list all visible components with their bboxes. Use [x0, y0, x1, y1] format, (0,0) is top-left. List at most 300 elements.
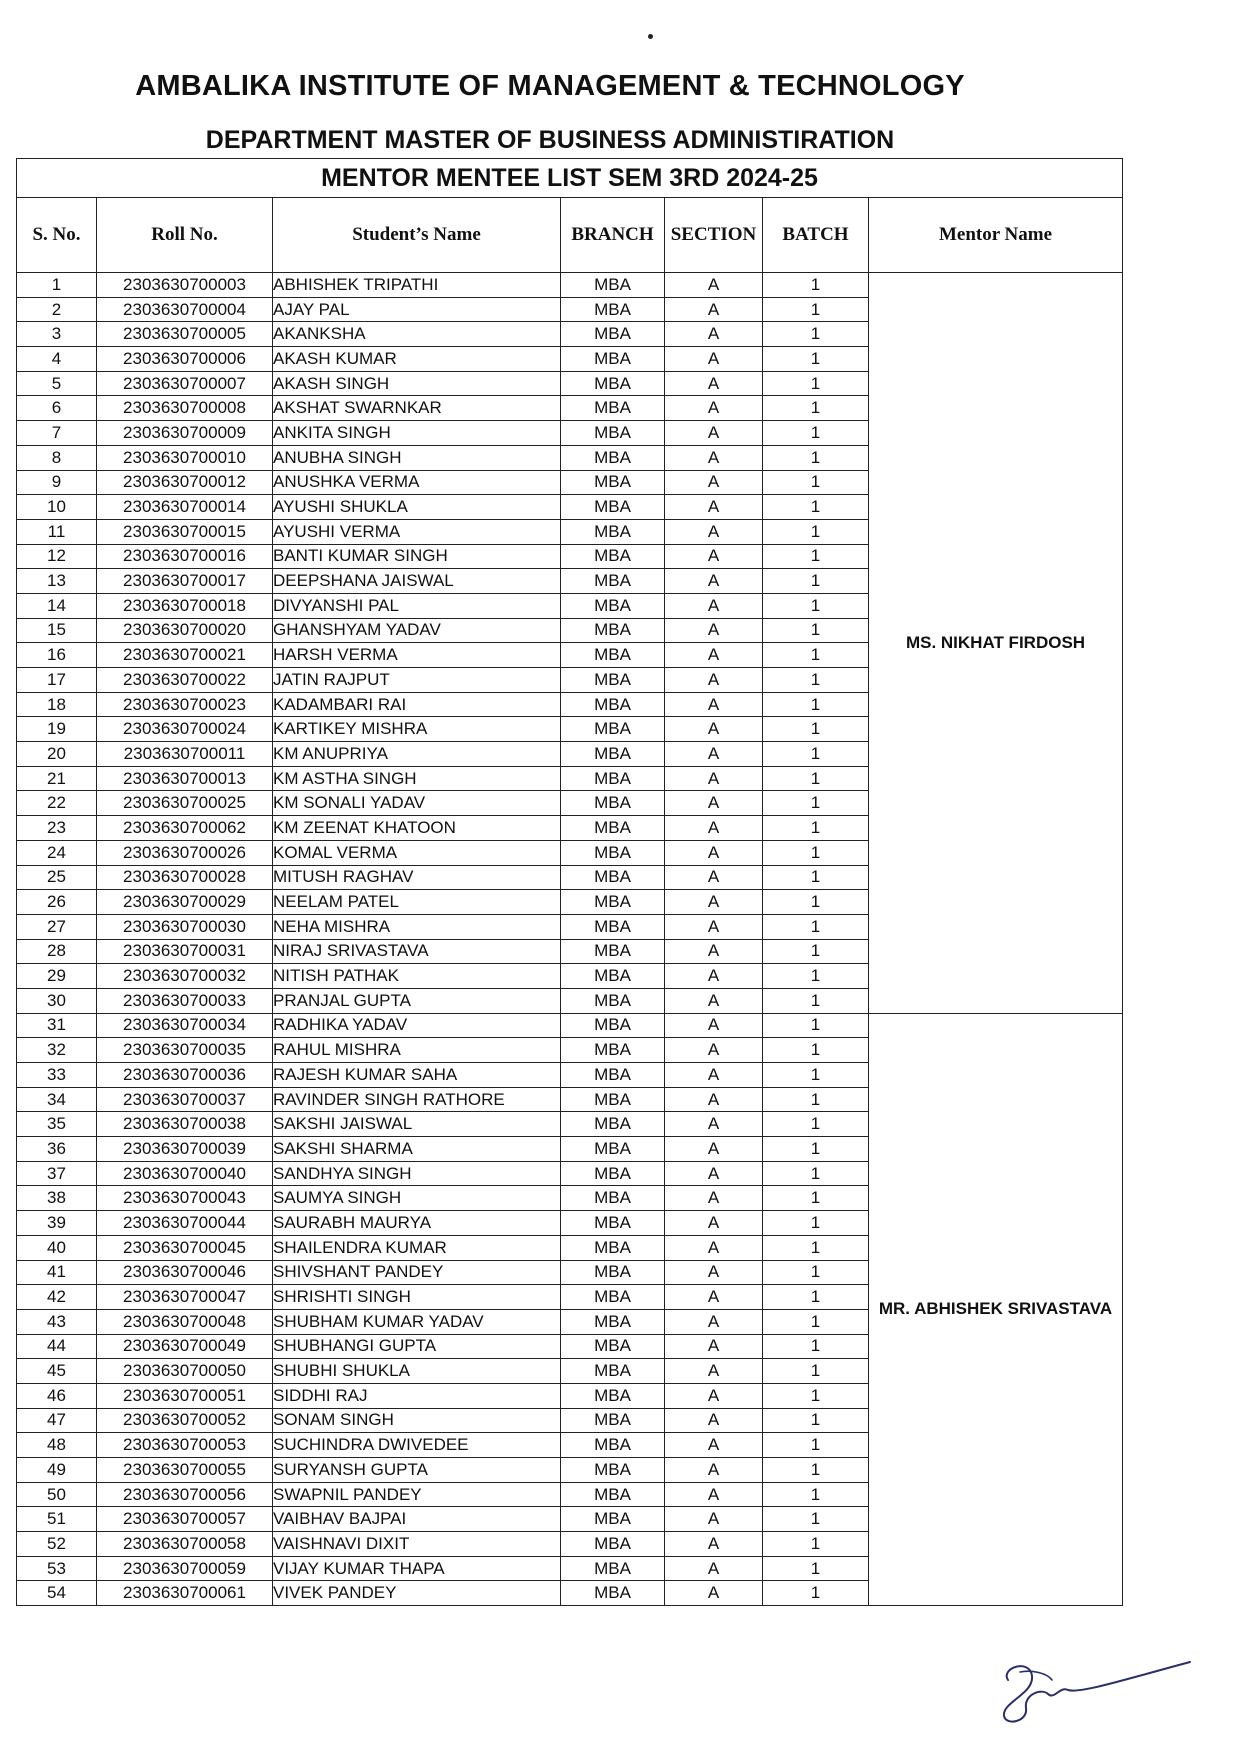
batch-cell: 1: [763, 1285, 869, 1310]
student-name-cell: SWAPNIL PANDEY: [273, 1482, 561, 1507]
serial-cell: 1: [17, 273, 97, 298]
serial-cell: 36: [17, 1137, 97, 1162]
serial-cell: 15: [17, 618, 97, 643]
mentor-name-cell: MR. ABHISHEK SRIVASTAVA: [869, 1013, 1123, 1606]
serial-cell: 51: [17, 1507, 97, 1532]
batch-cell: 1: [763, 1433, 869, 1458]
branch-cell: MBA: [561, 1013, 665, 1038]
batch-cell: 1: [763, 890, 869, 915]
serial-cell: 21: [17, 766, 97, 791]
branch-cell: MBA: [561, 1161, 665, 1186]
scan-speck: [648, 34, 653, 39]
section-cell: A: [665, 1581, 763, 1606]
column-header-mentor: Mentor Name: [869, 198, 1123, 273]
batch-cell: 1: [763, 1260, 869, 1285]
section-cell: A: [665, 742, 763, 767]
batch-cell: 1: [763, 1383, 869, 1408]
batch-cell: 1: [763, 1161, 869, 1186]
roll-cell: 2303630700062: [97, 816, 273, 841]
section-cell: A: [665, 569, 763, 594]
section-cell: A: [665, 544, 763, 569]
section-cell: A: [665, 890, 763, 915]
column-header-roll: Roll No.: [97, 198, 273, 273]
student-name-cell: KOMAL VERMA: [273, 840, 561, 865]
roll-cell: 2303630700058: [97, 1532, 273, 1557]
batch-cell: 1: [763, 1532, 869, 1557]
batch-cell: 1: [763, 1507, 869, 1532]
section-cell: A: [665, 1359, 763, 1384]
serial-cell: 30: [17, 988, 97, 1013]
roll-cell: 2303630700004: [97, 297, 273, 322]
column-header-name: Student’s Name: [273, 198, 561, 273]
section-cell: A: [665, 1458, 763, 1483]
section-cell: A: [665, 1038, 763, 1063]
roll-cell: 2303630700039: [97, 1137, 273, 1162]
branch-cell: MBA: [561, 1211, 665, 1236]
branch-cell: MBA: [561, 371, 665, 396]
branch-cell: MBA: [561, 593, 665, 618]
serial-cell: 48: [17, 1433, 97, 1458]
batch-cell: 1: [763, 964, 869, 989]
roll-cell: 2303630700046: [97, 1260, 273, 1285]
serial-cell: 29: [17, 964, 97, 989]
branch-cell: MBA: [561, 668, 665, 693]
student-name-cell: KM ZEENAT KHATOON: [273, 816, 561, 841]
section-cell: A: [665, 840, 763, 865]
branch-cell: MBA: [561, 1309, 665, 1334]
institute-title: AMBALIKA INSTITUTE OF MANAGEMENT & TECHNOLOGY: [135, 70, 965, 102]
batch-cell: 1: [763, 1359, 869, 1384]
table-row: [17, 1013, 1123, 1038]
batch-cell: 1: [763, 717, 869, 742]
roll-cell: 2303630700024: [97, 717, 273, 742]
section-cell: A: [665, 1013, 763, 1038]
serial-cell: 16: [17, 643, 97, 668]
serial-cell: 14: [17, 593, 97, 618]
mentor-mentee-table: [16, 158, 1123, 1606]
student-name-cell: ABHISHEK TRIPATHI: [273, 273, 561, 298]
branch-cell: MBA: [561, 964, 665, 989]
roll-cell: 2303630700029: [97, 890, 273, 915]
roll-cell: 2303630700056: [97, 1482, 273, 1507]
batch-cell: 1: [763, 569, 869, 594]
section-cell: A: [665, 297, 763, 322]
column-header-branch: BRANCH: [561, 198, 665, 273]
roll-cell: 2303630700025: [97, 791, 273, 816]
student-name-cell: SAUMYA SINGH: [273, 1186, 561, 1211]
section-cell: A: [665, 1161, 763, 1186]
roll-cell: 2303630700012: [97, 470, 273, 495]
batch-cell: 1: [763, 865, 869, 890]
serial-cell: 17: [17, 668, 97, 693]
serial-cell: 28: [17, 939, 97, 964]
roll-cell: 2303630700030: [97, 914, 273, 939]
section-cell: A: [665, 1433, 763, 1458]
batch-cell: 1: [763, 1581, 869, 1606]
student-name-cell: AKASH SINGH: [273, 371, 561, 396]
serial-cell: 47: [17, 1408, 97, 1433]
branch-cell: MBA: [561, 1235, 665, 1260]
serial-cell: 33: [17, 1063, 97, 1088]
serial-cell: 50: [17, 1482, 97, 1507]
section-cell: A: [665, 865, 763, 890]
batch-cell: 1: [763, 273, 869, 298]
section-cell: A: [665, 1532, 763, 1557]
branch-cell: MBA: [561, 914, 665, 939]
batch-cell: 1: [763, 1334, 869, 1359]
section-cell: A: [665, 988, 763, 1013]
branch-cell: MBA: [561, 840, 665, 865]
section-cell: A: [665, 421, 763, 446]
serial-cell: 38: [17, 1186, 97, 1211]
roll-cell: 2303630700020: [97, 618, 273, 643]
student-name-cell: VIVEK PANDEY: [273, 1581, 561, 1606]
student-name-cell: SHRISHTI SINGH: [273, 1285, 561, 1310]
student-name-cell: ANKITA SINGH: [273, 421, 561, 446]
branch-cell: MBA: [561, 396, 665, 421]
student-name-cell: JATIN RAJPUT: [273, 668, 561, 693]
serial-cell: 3: [17, 322, 97, 347]
roll-cell: 2303630700036: [97, 1063, 273, 1088]
roll-cell: 2303630700017: [97, 569, 273, 594]
student-name-cell: KM ANUPRIYA: [273, 742, 561, 767]
roll-cell: 2303630700026: [97, 840, 273, 865]
branch-cell: MBA: [561, 1359, 665, 1384]
student-name-cell: SHIVSHANT PANDEY: [273, 1260, 561, 1285]
section-cell: A: [665, 519, 763, 544]
branch-cell: MBA: [561, 1285, 665, 1310]
serial-cell: 19: [17, 717, 97, 742]
section-cell: A: [665, 273, 763, 298]
student-name-cell: SANDHYA SINGH: [273, 1161, 561, 1186]
serial-cell: 9: [17, 470, 97, 495]
branch-cell: MBA: [561, 717, 665, 742]
student-name-cell: NIRAJ SRIVASTAVA: [273, 939, 561, 964]
roll-cell: 2303630700057: [97, 1507, 273, 1532]
student-name-cell: SIDDHI RAJ: [273, 1383, 561, 1408]
student-name-cell: SAKSHI JAISWAL: [273, 1112, 561, 1137]
column-header-sno: S. No.: [17, 198, 97, 273]
student-name-cell: BANTI KUMAR SINGH: [273, 544, 561, 569]
section-cell: A: [665, 371, 763, 396]
serial-cell: 46: [17, 1383, 97, 1408]
batch-cell: 1: [763, 347, 869, 372]
batch-cell: 1: [763, 1211, 869, 1236]
roll-cell: 2303630700007: [97, 371, 273, 396]
roll-cell: 2303630700016: [97, 544, 273, 569]
serial-cell: 42: [17, 1285, 97, 1310]
serial-cell: 4: [17, 347, 97, 372]
student-name-cell: KM ASTHA SINGH: [273, 766, 561, 791]
section-cell: A: [665, 593, 763, 618]
section-cell: A: [665, 1556, 763, 1581]
branch-cell: MBA: [561, 470, 665, 495]
student-name-cell: ANUSHKA VERMA: [273, 470, 561, 495]
batch-cell: 1: [763, 396, 869, 421]
batch-cell: 1: [763, 1482, 869, 1507]
section-cell: A: [665, 1186, 763, 1211]
section-cell: A: [665, 766, 763, 791]
batch-cell: 1: [763, 495, 869, 520]
student-name-cell: SUCHINDRA DWIVEDEE: [273, 1433, 561, 1458]
roll-cell: 2303630700035: [97, 1038, 273, 1063]
branch-cell: MBA: [561, 1063, 665, 1088]
section-cell: A: [665, 914, 763, 939]
roll-cell: 2303630700051: [97, 1383, 273, 1408]
batch-cell: 1: [763, 840, 869, 865]
batch-cell: 1: [763, 1458, 869, 1483]
student-name-cell: VAISHNAVI DIXIT: [273, 1532, 561, 1557]
serial-cell: 35: [17, 1112, 97, 1137]
branch-cell: MBA: [561, 421, 665, 446]
student-name-cell: GHANSHYAM YADAV: [273, 618, 561, 643]
serial-cell: 5: [17, 371, 97, 396]
serial-cell: 31: [17, 1013, 97, 1038]
batch-cell: 1: [763, 1408, 869, 1433]
batch-cell: 1: [763, 1186, 869, 1211]
batch-cell: 1: [763, 445, 869, 470]
section-cell: A: [665, 1235, 763, 1260]
branch-cell: MBA: [561, 890, 665, 915]
serial-cell: 40: [17, 1235, 97, 1260]
roll-cell: 2303630700034: [97, 1013, 273, 1038]
roll-cell: 2303630700015: [97, 519, 273, 544]
roll-cell: 2303630700055: [97, 1458, 273, 1483]
column-header-section: SECTION: [665, 198, 763, 273]
section-cell: A: [665, 643, 763, 668]
roll-cell: 2303630700023: [97, 692, 273, 717]
roll-cell: 2303630700045: [97, 1235, 273, 1260]
section-cell: A: [665, 1507, 763, 1532]
serial-cell: 41: [17, 1260, 97, 1285]
roll-cell: 2303630700059: [97, 1556, 273, 1581]
branch-cell: MBA: [561, 1556, 665, 1581]
section-cell: A: [665, 1285, 763, 1310]
serial-cell: 53: [17, 1556, 97, 1581]
serial-cell: 12: [17, 544, 97, 569]
student-name-cell: DIVYANSHI PAL: [273, 593, 561, 618]
roll-cell: 2303630700049: [97, 1334, 273, 1359]
serial-cell: 2: [17, 297, 97, 322]
branch-cell: MBA: [561, 643, 665, 668]
branch-cell: MBA: [561, 544, 665, 569]
batch-cell: 1: [763, 791, 869, 816]
batch-cell: 1: [763, 1013, 869, 1038]
serial-cell: 27: [17, 914, 97, 939]
batch-cell: 1: [763, 1137, 869, 1162]
roll-cell: 2303630700028: [97, 865, 273, 890]
branch-cell: MBA: [561, 1408, 665, 1433]
serial-cell: 18: [17, 692, 97, 717]
branch-cell: MBA: [561, 445, 665, 470]
section-cell: A: [665, 939, 763, 964]
batch-cell: 1: [763, 1309, 869, 1334]
branch-cell: MBA: [561, 1112, 665, 1137]
roll-cell: 2303630700005: [97, 322, 273, 347]
branch-cell: MBA: [561, 1532, 665, 1557]
student-name-cell: SHUBHI SHUKLA: [273, 1359, 561, 1384]
serial-cell: 24: [17, 840, 97, 865]
branch-cell: MBA: [561, 1581, 665, 1606]
section-cell: A: [665, 347, 763, 372]
table-row: [17, 273, 1123, 298]
serial-cell: 45: [17, 1359, 97, 1384]
branch-cell: MBA: [561, 1087, 665, 1112]
batch-cell: 1: [763, 618, 869, 643]
section-cell: A: [665, 692, 763, 717]
roll-cell: 2303630700006: [97, 347, 273, 372]
batch-cell: 1: [763, 1235, 869, 1260]
branch-cell: MBA: [561, 1137, 665, 1162]
batch-cell: 1: [763, 1112, 869, 1137]
section-cell: A: [665, 964, 763, 989]
section-cell: A: [665, 322, 763, 347]
serial-cell: 34: [17, 1087, 97, 1112]
batch-cell: 1: [763, 1038, 869, 1063]
branch-cell: MBA: [561, 1433, 665, 1458]
batch-cell: 1: [763, 766, 869, 791]
branch-cell: MBA: [561, 988, 665, 1013]
mentor-name-cell: MS. NIKHAT FIRDOSH: [869, 273, 1123, 1014]
student-name-cell: SURYANSH GUPTA: [273, 1458, 561, 1483]
student-name-cell: SAKSHI SHARMA: [273, 1137, 561, 1162]
batch-cell: 1: [763, 519, 869, 544]
section-cell: A: [665, 1211, 763, 1236]
batch-cell: 1: [763, 692, 869, 717]
serial-cell: 22: [17, 791, 97, 816]
section-cell: A: [665, 1482, 763, 1507]
section-cell: A: [665, 1087, 763, 1112]
student-name-cell: AJAY PAL: [273, 297, 561, 322]
branch-cell: MBA: [561, 519, 665, 544]
batch-cell: 1: [763, 544, 869, 569]
student-name-cell: SONAM SINGH: [273, 1408, 561, 1433]
section-cell: A: [665, 1408, 763, 1433]
roll-cell: 2303630700008: [97, 396, 273, 421]
roll-cell: 2303630700013: [97, 766, 273, 791]
roll-cell: 2303630700052: [97, 1408, 273, 1433]
roll-cell: 2303630700010: [97, 445, 273, 470]
branch-cell: MBA: [561, 1507, 665, 1532]
batch-cell: 1: [763, 668, 869, 693]
branch-cell: MBA: [561, 939, 665, 964]
student-name-cell: VIJAY KUMAR THAPA: [273, 1556, 561, 1581]
section-cell: A: [665, 1383, 763, 1408]
section-cell: A: [665, 1260, 763, 1285]
batch-cell: 1: [763, 1063, 869, 1088]
branch-cell: MBA: [561, 692, 665, 717]
roll-cell: 2303630700040: [97, 1161, 273, 1186]
roll-cell: 2303630700014: [97, 495, 273, 520]
serial-cell: 26: [17, 890, 97, 915]
section-cell: A: [665, 618, 763, 643]
student-name-cell: RAHUL MISHRA: [273, 1038, 561, 1063]
section-cell: A: [665, 1137, 763, 1162]
batch-cell: 1: [763, 593, 869, 618]
student-name-cell: RAVINDER SINGH RATHORE: [273, 1087, 561, 1112]
roll-cell: 2303630700048: [97, 1309, 273, 1334]
section-cell: A: [665, 668, 763, 693]
batch-cell: 1: [763, 322, 869, 347]
student-name-cell: NITISH PATHAK: [273, 964, 561, 989]
student-name-cell: NEELAM PATEL: [273, 890, 561, 915]
branch-cell: MBA: [561, 816, 665, 841]
department-title: DEPARTMENT MASTER OF BUSINESS ADMINISTIRATION: [205, 126, 895, 154]
student-name-cell: SHUBHANGI GUPTA: [273, 1334, 561, 1359]
section-cell: A: [665, 791, 763, 816]
branch-cell: MBA: [561, 618, 665, 643]
branch-cell: MBA: [561, 1482, 665, 1507]
serial-cell: 7: [17, 421, 97, 446]
serial-cell: 23: [17, 816, 97, 841]
branch-cell: MBA: [561, 766, 665, 791]
table-caption: MENTOR MENTEE LIST SEM 3RD 2024-25: [17, 159, 1123, 198]
branch-cell: MBA: [561, 322, 665, 347]
roll-cell: 2303630700011: [97, 742, 273, 767]
branch-cell: MBA: [561, 1334, 665, 1359]
roll-cell: 2303630700009: [97, 421, 273, 446]
section-cell: A: [665, 1309, 763, 1334]
batch-cell: 1: [763, 988, 869, 1013]
serial-cell: 52: [17, 1532, 97, 1557]
batch-cell: 1: [763, 297, 869, 322]
roll-cell: 2303630700038: [97, 1112, 273, 1137]
serial-cell: 43: [17, 1309, 97, 1334]
student-name-cell: HARSH VERMA: [273, 643, 561, 668]
serial-cell: 6: [17, 396, 97, 421]
roll-cell: 2303630700044: [97, 1211, 273, 1236]
column-header-batch: BATCH: [763, 198, 869, 273]
branch-cell: MBA: [561, 1038, 665, 1063]
serial-cell: 37: [17, 1161, 97, 1186]
student-name-cell: SHUBHAM KUMAR YADAV: [273, 1309, 561, 1334]
branch-cell: MBA: [561, 865, 665, 890]
batch-cell: 1: [763, 1556, 869, 1581]
batch-cell: 1: [763, 371, 869, 396]
section-cell: A: [665, 816, 763, 841]
student-name-cell: SHAILENDRA KUMAR: [273, 1235, 561, 1260]
branch-cell: MBA: [561, 742, 665, 767]
batch-cell: 1: [763, 643, 869, 668]
serial-cell: 54: [17, 1581, 97, 1606]
serial-cell: 11: [17, 519, 97, 544]
roll-cell: 2303630700003: [97, 273, 273, 298]
serial-cell: 13: [17, 569, 97, 594]
batch-cell: 1: [763, 914, 869, 939]
batch-cell: 1: [763, 1087, 869, 1112]
roll-cell: 2303630700061: [97, 1581, 273, 1606]
student-name-cell: AYUSHI SHUKLA: [273, 495, 561, 520]
roll-cell: 2303630700043: [97, 1186, 273, 1211]
serial-cell: 20: [17, 742, 97, 767]
branch-cell: MBA: [561, 1260, 665, 1285]
batch-cell: 1: [763, 421, 869, 446]
section-cell: A: [665, 1063, 763, 1088]
signature-mark: [990, 1650, 1200, 1730]
roll-cell: 2303630700037: [97, 1087, 273, 1112]
roll-cell: 2303630700031: [97, 939, 273, 964]
student-name-cell: KADAMBARI RAI: [273, 692, 561, 717]
serial-cell: 44: [17, 1334, 97, 1359]
roll-cell: 2303630700050: [97, 1359, 273, 1384]
batch-cell: 1: [763, 742, 869, 767]
serial-cell: 49: [17, 1458, 97, 1483]
branch-cell: MBA: [561, 1458, 665, 1483]
serial-cell: 10: [17, 495, 97, 520]
student-name-cell: PRANJAL GUPTA: [273, 988, 561, 1013]
table-body: [17, 273, 1123, 1606]
student-name-cell: VAIBHAV BAJPAI: [273, 1507, 561, 1532]
